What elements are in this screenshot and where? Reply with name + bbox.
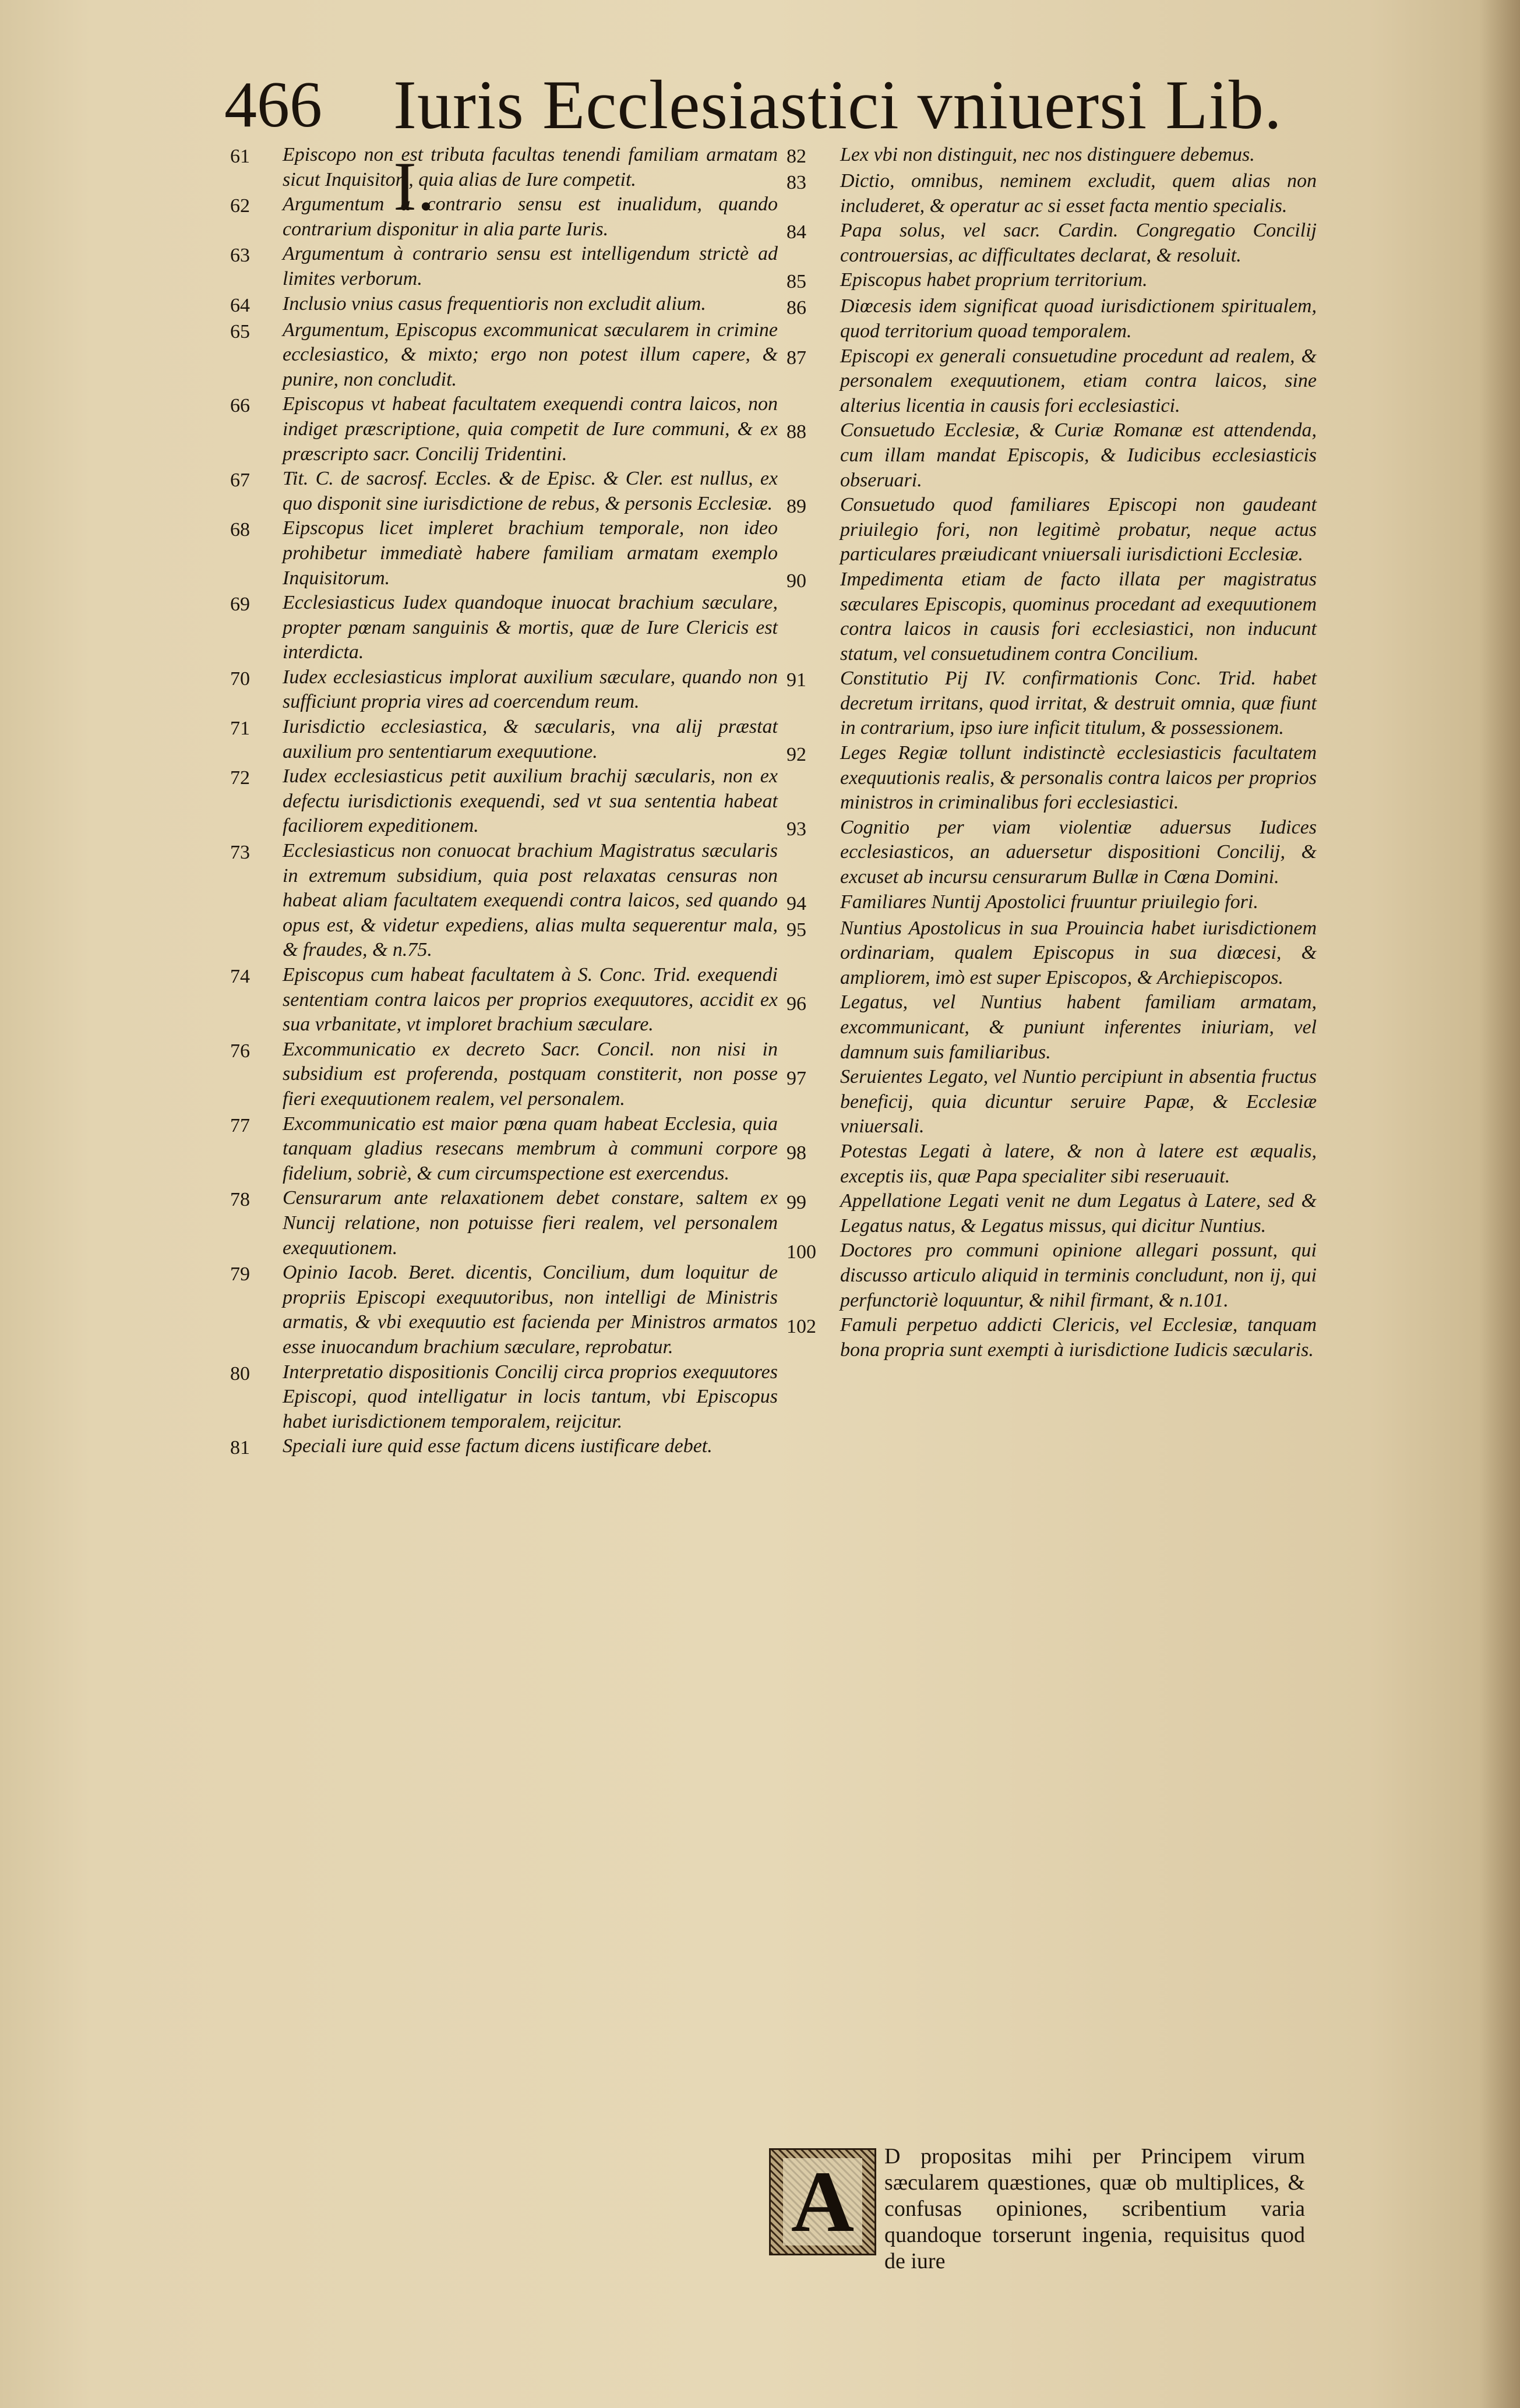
entry-number: 86 (787, 297, 806, 319)
entry-text: Interpretatio dispositionis Concilij circa proprios exequutores Episcopi, quod intelligatur in locis tantum, vbi Episcopus habet iurisdictionem temporalem, reijcitur. (283, 1361, 778, 1432)
entry-text: Ecclesiasticus non conuocat brachium Magistratus sæcularis in extremum subsidium, quia post relaxatas censuras non habeat aliam facultatem exequendi contra laicos, sed quando opus est, & videtur expediens, alias multa sequerentur mala, & fraudes, & n.75. (283, 840, 778, 961)
entry-text: Iurisdictio ecclesiastica, & sæcularis, vna alij præstat auxilium pro sententiarum exequutione. (283, 716, 778, 762)
summary-entry (787, 815, 1317, 890)
entry-number: 70 (230, 668, 250, 690)
page-gutter-shadow (1479, 0, 1520, 2408)
summary-entry (787, 344, 1317, 419)
entry-text: Ecclesiasticus Iudex quandoque inuocat brachium sæculare, propter pœnam sanguinis & mortis, quæ de Iure Clericis est interdicta. (283, 592, 778, 663)
chapter-opening (769, 2144, 1305, 2275)
entry-number: 88 (787, 421, 806, 443)
entry-text: Legatus, vel Nuntius habent familiam armatam, excommunicant, & puniunt inferentes iniuriam, vel damnum suis familiaribus. (840, 991, 1317, 1063)
summary-entry (230, 242, 778, 291)
summary-entry (230, 665, 778, 715)
entry-text: Consuetudo Ecclesiæ, & Curiæ Romanæ est attendenda, cum illam mandat Episcopis, & Iudicibus ecclesiasticis obseruari. (840, 419, 1317, 491)
summary-entry (230, 516, 778, 591)
entry-text: Argumentum, Episcopus excommunicat sæcularem in crimine ecclesiastico, & mixto; ergo non potest illum capere, & punire, non concludit. (283, 319, 778, 390)
summary-entry (230, 591, 778, 665)
entry-text: Appellatione Legati venit ne dum Legatus à Latere, sed & Legatus natus, & Legatus missus, qui dicitur Nuntius. (840, 1190, 1317, 1237)
entry-text: Dictio, omnibus, neminem excludit, quem alias non includeret, & operatur ac si esset facta mentio specialis. (840, 170, 1317, 217)
summary-entry (787, 268, 1317, 294)
entry-text: Episcopus habet proprium territorium. (840, 269, 1148, 291)
entry-number: 94 (787, 892, 806, 915)
summary-entry (787, 741, 1317, 815)
summary-entry (787, 169, 1317, 218)
drop-cap-letter: A (783, 2158, 862, 2245)
summary-entry (230, 764, 778, 839)
entry-text: Seruientes Legato, vel Nuntio percipiunt in absentia fructus beneficij, quia dicuntur seruire Papæ, & Ecclesiæ vniuersali. (840, 1066, 1317, 1138)
entry-text: Episcopus cum habeat facultatem à S. Conc. Trid. exequendi sententiam contra laicos per proprios exequutores, accidit ex sua vrbanitate, vt imploret brachium sæculare. (283, 964, 778, 1036)
entry-text: Impedimenta etiam de facto illata per magistratus sæculares Episcopis, quominus procedant ad exequutionem contra laicos in causis fori ecclesiastici, non inducunt statum, vel consuetudinem contra Concilium. (840, 568, 1317, 665)
summary-entry (787, 143, 1317, 169)
entry-number: 85 (787, 271, 806, 293)
summary-entry (787, 666, 1317, 741)
entry-number: 65 (230, 320, 250, 343)
entry-number: 68 (230, 519, 250, 541)
entry-text: Papa solus, vel sacr. Cardin. Congregatio Concilij controuersias, ac difficultates declarat, & resoluit. (840, 220, 1317, 266)
entry-number: 71 (230, 718, 250, 740)
entry-text: Familiares Nuntij Apostolici fruuntur priuilegio fori. (840, 891, 1258, 913)
entry-text: Diœcesis idem significat quoad iurisdictionem spiritualem, quod territorium quoad temporalem. (840, 295, 1317, 342)
summary-entry (787, 890, 1317, 916)
entry-number: 76 (230, 1040, 250, 1062)
entry-text: Nuntius Apostolicus in sua Prouincia habet iurisdictionem ordinariam, qualem Episcopus in sua diœcesi, & ampliorem, imò est super Episcopos, & Archiepiscopos. (840, 917, 1317, 988)
summary-entry (230, 192, 778, 242)
entry-text: Iudex ecclesiasticus petit auxilium brachij sæcularis, non ex defectu iurisdictionis exequendi, sed vt sua sententia habeat faciliorem expeditionem. (283, 765, 778, 837)
entry-text: Tit. C. de sacrosf. Eccles. & de Episc. & Cler. est nullus, ex quo disponit sine iurisdictione de rebus, & personis Ecclesiæ. (283, 468, 778, 514)
entry-text: Iudex ecclesiasticus implorat auxilium sæculare, quando non sufficiunt propria vires ad coercendum reum. (283, 666, 778, 713)
summary-entry (230, 1186, 778, 1261)
running-title: Iuris Ecclesiastici vniuersi Lib. I. (393, 66, 1282, 225)
entry-number: 92 (787, 744, 806, 766)
summary-entry (230, 467, 778, 516)
entry-number: 72 (230, 767, 250, 789)
summary-entry (787, 990, 1317, 1065)
entry-number: 62 (230, 195, 250, 217)
summary-entry (787, 567, 1317, 666)
entry-text: Cognitio per viam violentiæ aduersus Iudices ecclesiasticos, an aduersetur dispositioni Concilij, & excuset ab incursu censurarum Bullæ in Cœna Domini. (840, 816, 1317, 888)
entry-number: 87 (787, 347, 806, 369)
entry-number: 69 (230, 594, 250, 616)
summary-entry (787, 1189, 1317, 1238)
entry-text: Opinio Iacob. Beret. dicentis, Concilium, dum loquitur de propriis Episcopi exequutoribus, non intelligi de Ministris armatis, & vbi exequutio est facienda per Ministros armatos esse inuocandum brachium sæculare, reprobatur. (283, 1262, 778, 1358)
entry-number: 63 (230, 245, 250, 267)
summary-entry (787, 294, 1317, 344)
page-number: 466 (224, 69, 322, 141)
entry-number: 99 (787, 1192, 806, 1214)
entry-text: Constitutio Pij IV. confirmationis Conc. Trid. habet decretum irritans, quod irritat, & destruit omnia, quæ fiunt in contrarium, ipso iure inficit titulum, & possessionem. (840, 668, 1317, 739)
entry-number: 66 (230, 395, 250, 417)
entry-number: 93 (787, 818, 806, 840)
summary-entry (230, 1037, 778, 1112)
entry-number: 95 (787, 919, 806, 941)
entry-number: 81 (230, 1437, 250, 1459)
summary-entry (230, 292, 778, 318)
summary-entry (230, 1434, 778, 1460)
entry-text: Lex vbi non distinguit, nec nos distinguere debemus. (840, 144, 1255, 165)
entry-text: Argumentum à contrario sensu est intelligendum strictè ad limites verborum. (283, 243, 778, 289)
entry-number: 77 (230, 1114, 250, 1136)
summary-entry (230, 318, 778, 393)
entry-number: 67 (230, 469, 250, 492)
summary-entry (230, 963, 778, 1037)
left-summary-column (230, 143, 778, 1460)
summary-entry (230, 1360, 778, 1435)
entry-text: Famuli perpetuo addicti Clericis, vel Ecclesiæ, tanquam bona propria sunt exempti à iurisdictione Iudicis sæcularis. (840, 1314, 1317, 1361)
summary-entry (787, 1313, 1317, 1362)
entry-number: 97 (787, 1068, 806, 1090)
summary-entry (230, 1261, 778, 1360)
entry-text: Consuetudo quod familiares Episcopi non gaudeant priuilegio fori, non legitimè probatur, neque actus particulares præiudicant vniuersali iurisdictioni Ecclesiæ. (840, 494, 1317, 566)
entry-text: Eipscopus licet impleret brachium temporale, non ideo prohibetur immediatè habere familiam armatam exemplo Inquisitorum. (283, 517, 778, 589)
entry-text: Argumentum à contrario sensu est inualidum, quando contrarium disponitur in alia parte Iuris. (283, 193, 778, 240)
entry-number: 100 (787, 1241, 816, 1263)
entry-text: Episcopo non est tributa facultas tenendi familiam armatam sicut Inquisitori, quia alias de Iure competit. (283, 144, 778, 190)
entry-number: 96 (787, 993, 806, 1015)
summary-entry (787, 1065, 1317, 1139)
summary-entry (787, 916, 1317, 991)
summary-entry (230, 715, 778, 764)
entry-text: Excommunicatio ex decreto Sacr. Concil. non nisi in subsidium est proferenda, postquam constiterit, non posse fieri exequutionem realem, vel personalem. (283, 1038, 778, 1110)
decorated-initial (769, 2148, 876, 2255)
entry-text: Potestas Legati à latere, & non à latere est æqualis, exceptis iis, quæ Papa specialiter sibi reseruauit. (840, 1140, 1317, 1187)
entry-number: 82 (787, 146, 806, 167)
entry-number: 80 (230, 1362, 250, 1385)
entry-number: 78 (230, 1189, 250, 1211)
entry-number: 73 (230, 842, 250, 864)
entry-number: 83 (787, 172, 806, 193)
entry-text: Episcopus vt habeat facultatem exequendi contra laicos, non indiget præscriptione, quia competit de Iure communi, & ex præscripto sacr. Concilij Tridentini. (283, 393, 778, 465)
entry-number: 79 (230, 1263, 250, 1286)
summary-entry (787, 493, 1317, 567)
summary-entry (230, 143, 778, 192)
entry-text: Episcopi ex generali consuetudine procedunt ad realem, & personalem exequutionem, etiam contra laicos, sine alterius licentia in causis fori ecclesiastici. (840, 345, 1317, 416)
summary-entry (230, 1112, 778, 1187)
entry-text: Speciali iure quid esse factum dicens iustificare debet. (283, 1435, 713, 1457)
entry-number: 91 (787, 669, 806, 691)
entry-number: 64 (230, 294, 250, 316)
summary-entry (787, 1139, 1317, 1189)
entry-number: 74 (230, 966, 250, 987)
entry-number: 98 (787, 1142, 806, 1164)
entry-number: 61 (230, 146, 250, 167)
summary-entry (787, 418, 1317, 493)
entry-text: Doctores pro communi opinione allegari possunt, qui discusso articulo aliquid in terminis concludunt, non ij, qui perfunctoriè loquuntur, & nihil firmant, & n.101. (840, 1240, 1317, 1311)
entry-number: 102 (787, 1316, 816, 1338)
entry-text: Inclusio vnius casus frequentioris non excludit alium. (283, 292, 706, 315)
right-summary-column (787, 143, 1317, 1362)
summary-entry (230, 392, 778, 467)
entry-number: 84 (787, 221, 806, 243)
summary-entry (230, 839, 778, 963)
summary-entry (787, 218, 1317, 268)
entry-text: Excommunicatio est maior pœna quam habeat Ecclesia, quia tanquam gladius resecans membrum à communi corpore fidelium, sobriè, & cum circumspectione est exercendus. (283, 1113, 778, 1184)
summary-entry (787, 1238, 1317, 1313)
entry-number: 89 (787, 496, 806, 518)
entry-text: Censurarum ante relaxationem debet constare, saltem ex Nuncij relatione, non potuisse fieri realem, vel personalem exequutionem. (283, 1187, 778, 1259)
entry-number: 90 (787, 570, 806, 592)
opening-paragraph-text: D propositas mihi per Principem virum sæcularem quæstiones, quæ ob multiplices, & confusas opiniones, scribentium varia quandoque torserunt ingenia, requisitus quod de iure (884, 2144, 1305, 2273)
entry-text: Leges Regiæ tollunt indistinctè ecclesiasticis facultatem exequutionis realis, & personalis contra laicos per proprios ministros in criminalibus fori ecclesiastici. (840, 742, 1317, 814)
